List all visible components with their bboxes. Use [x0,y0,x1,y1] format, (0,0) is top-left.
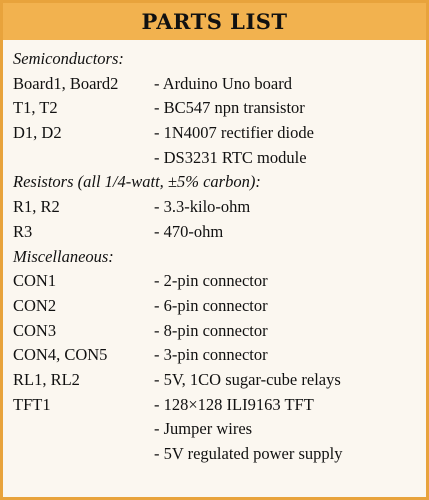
part-description: - 1N4007 rectifier diode [154,123,314,143]
part-description: - 6-pin connector [154,295,268,315]
part-reference: T1, T2 [13,98,58,118]
parts-row [13,296,423,321]
section-heading-resistors: Resistors (all 1/4-watt, ±5% carbon): [13,172,261,192]
parts-list-title: PARTS LIST [141,9,288,34]
parts-row [13,345,423,370]
parts-row [13,74,423,99]
parts-row [13,197,423,222]
part-description: - 3.3-kilo-ohm [154,197,251,217]
part-reference: CON4, CON5 [13,345,108,365]
part-description: - 5V, 1CO sugar-cube relays [154,369,341,389]
part-reference: D1, D2 [13,123,62,143]
section-heading-miscellaneous: Miscellaneous: [13,246,114,266]
parts-row [13,395,423,420]
part-reference: Board1, Board2 [13,73,119,93]
part-reference: R1, R2 [13,197,60,217]
part-description: - 3-pin connector [154,345,268,365]
part-reference: CON3 [13,320,57,340]
parts-row [13,148,423,173]
title-bar [3,3,426,40]
parts-row [13,98,423,123]
part-description: - DS3231 RTC module [154,147,307,167]
part-description: - Arduino Uno board [154,73,292,93]
part-description: - Jumper wires [154,419,253,439]
part-description: - 128×128 ILI9163 TFT [154,394,314,414]
part-reference: RL1, RL2 [13,369,80,389]
parts-row [13,370,423,395]
part-reference: CON2 [13,295,57,315]
parts-row [13,419,423,444]
part-description: - 470-ohm [154,221,224,241]
parts-row [13,271,423,296]
part-description: - 5V regulated power supply [154,444,343,463]
parts-row [13,444,423,469]
section-heading-semiconductors: Semiconductors: [13,49,124,68]
parts-row [13,321,423,346]
part-reference: R3 [13,221,33,241]
part-reference: TFT1 [13,394,51,414]
part-description: - 8-pin connector [154,320,268,340]
part-description: - 2-pin connector [154,271,268,291]
parts-row [13,123,423,148]
parts-row [13,222,423,247]
part-reference: CON1 [13,271,57,291]
parts-list-content [13,49,423,469]
part-description: - BC547 npn transistor [154,98,305,118]
